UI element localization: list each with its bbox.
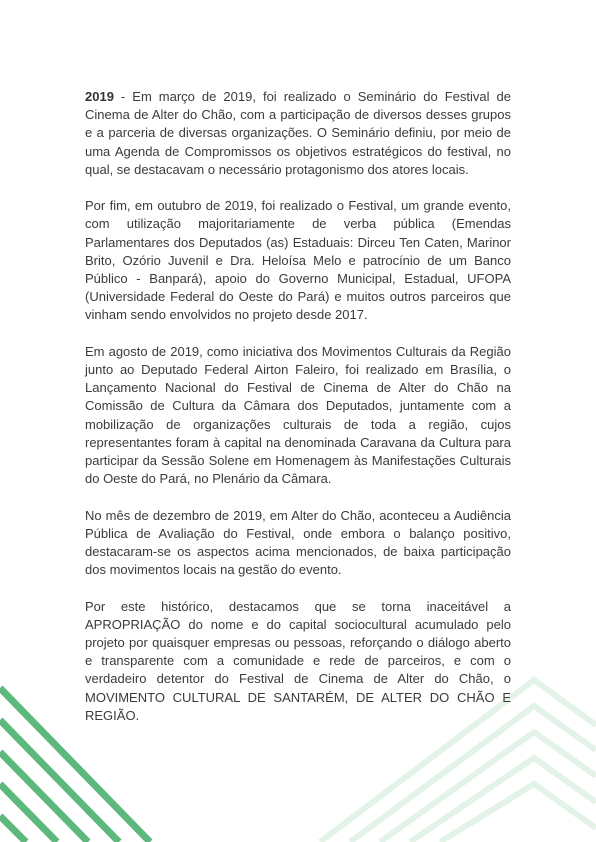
paragraph-audiencia-publica: No mês de dezembro de 2019, em Alter do Chão, aconteceu a Audiência Pública de Avaliação do Festival, onde embora o balanço positivo, destacaram-se os aspectos acima mencionados, de baixa participação dos movimentos locais na gestão do evento. bbox=[85, 507, 511, 578]
document-body bbox=[85, 88, 511, 743]
paragraph-text: - Em março de 2019, foi realizado o Seminário do Festival de Cinema de Alter do Chão, com a participação de diversos desses grupos e a parceria de diversas organizações. O Seminário definiu, por meio de uma Agenda de Compromissos os objetivos estratégicos do festival, no qual, se destacavam o necessário protagonismo dos atores locais. bbox=[85, 89, 511, 177]
paragraph-lancamento-brasilia: Em agosto de 2019, como iniciativa dos Movimentos Culturais da Região junto ao Deputado Federal Airton Faleiro, foi realizado em Brasília, o Lançamento Nacional do Festival de Cinema de Alter do Chão na Comissão de Cultura da Câmara dos Deputados, juntamente com a mobilização de organizações culturais de toda a região, cujos representantes foram à capital na denominada Caravana da Cultura para participar da Sessão Solene em Homenagem às Manifestações Culturais do Oeste do Pará, no Plenário da Câmara. bbox=[85, 343, 511, 487]
paragraph-seminario bbox=[85, 88, 511, 179]
paragraph-conclusao: Por este histórico, destacamos que se torna inaceitável a APROPRIAÇÃO do nome e do capital sociocultural acumulado pelo projeto por quaisquer empresas ou pessoas, reforçando o diálogo aberto e transparente com a comunidade e rede de parceiros, e com o verdadeiro detentor do Festival de Cinema de Alter do Chão, o MOVIMENTO CULTURAL DE SANTARÉM, DE ALTER DO CHÃO E REGIÃO. bbox=[85, 598, 511, 723]
paragraph-year-lead: 2019 bbox=[85, 89, 114, 104]
paragraph-festival-outubro: Por fim, em outubro de 2019, foi realizado o Festival, um grande evento, com utilização majoritariamente de verba pública (Emendas Parlamentares dos Deputados (as) Estaduais: Dirceu Ten Caten, Marinor Brito, Ozório Juvenil e Dra. Heloísa Melo e patrocínio de um Banco Público - Banpará), apoio do Governo Municipal, Estadual, UFOPA (Universidade Federal do Oeste do Pará) e muitos outros parceiros que vinham sendo envolvidos no projeto desde 2017. bbox=[85, 198, 511, 323]
